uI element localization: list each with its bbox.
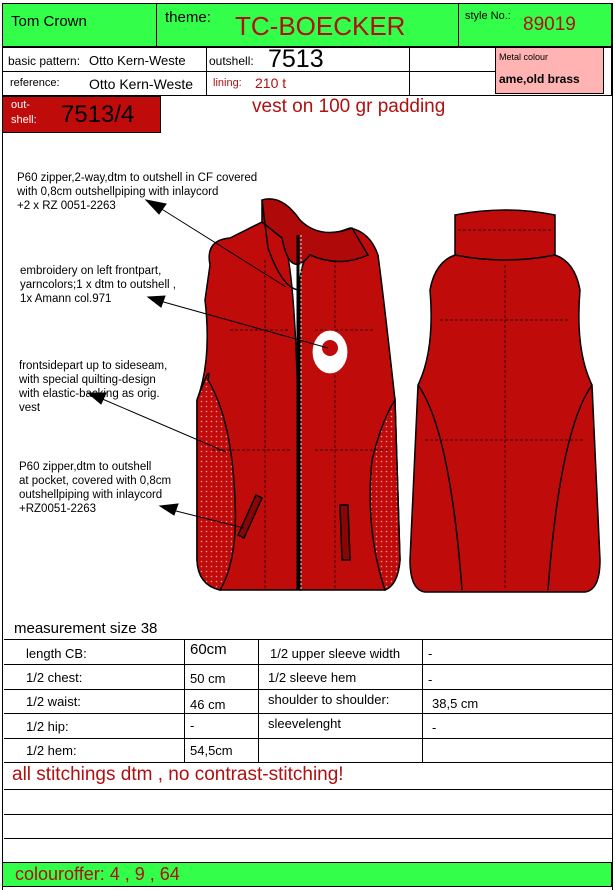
theme-value: TC-BOECKER [235, 11, 406, 41]
outshell2-label-2: shell: [11, 114, 37, 126]
outshell-value: 7513 [268, 45, 324, 73]
row-0-value: 60cm [190, 641, 227, 658]
outshell-label: outshell: [209, 54, 254, 68]
row-2-rvalue: 38,5 cm [432, 696, 479, 711]
note-pocket-zipper: P60 zipper,dtm to outshell at pocket, covered with 0,8cm outshellpiping with inlaycord +RZ0051-2263 [19, 461, 172, 515]
brand-name: Tom Crown [11, 13, 87, 30]
vest-back [410, 210, 600, 592]
row-2-label: 1/2 waist: [26, 694, 81, 709]
row-2-rlabel: shoulder to shoulder: [268, 692, 390, 707]
row-4-value: 54,5cm [190, 743, 233, 758]
theme-label: theme: [165, 9, 211, 26]
reference-label: reference: [10, 77, 60, 89]
row-1-rlabel: 1/2 sleeve hem [268, 670, 357, 685]
lining-label: lining: [213, 77, 242, 89]
vest-front [197, 199, 400, 590]
note-embroidery: embroidery on left frontpart, yarncolors;1 x dtm to outshell , 1x Amann col.971 [20, 265, 176, 305]
note-zipper-cf: P60 zipper,2-way,dtm to outshell in CF covered with 0,8cm outshellpiping with inlaycord +2 x RZ 0051-2263 [17, 172, 258, 212]
outshell2-value: 7513/4 [61, 101, 135, 128]
style-value: 89019 [523, 14, 576, 35]
row-0-rvalue: - [428, 646, 433, 661]
row-3-label: 1/2 hip: [26, 719, 69, 734]
metal-value: ame,old brass [499, 72, 580, 86]
outshell2-label-1: out- [11, 99, 30, 111]
stitching-note: all stitchings dtm , no contrast-stitching! [12, 764, 344, 785]
row-1-rvalue: - [428, 672, 433, 687]
note-frontsidepart: frontsidepart up to sideseam, with special quilting-design with elastic-backing as orig. vest [19, 360, 168, 414]
description: vest on 100 gr padding [252, 96, 446, 117]
lining-value: 210 t [255, 75, 287, 91]
basic-pattern-value: Otto Kern-Weste [89, 53, 186, 68]
reference-value: Otto Kern-Weste [89, 76, 194, 92]
row-2-value: 46 cm [190, 697, 226, 712]
row-0-label: length CB: [26, 646, 87, 661]
row-1-value: 50 cm [190, 671, 226, 686]
metal-label: Metal colour [499, 52, 549, 62]
measurement-title: measurement size 38 [14, 620, 158, 637]
row-1-label: 1/2 chest: [26, 670, 83, 685]
colouroffer: colouroffer: 4 , 9 , 64 [15, 864, 180, 884]
basic-pattern-label: basic pattern: [8, 54, 81, 68]
row-4-label: 1/2 hem: [26, 743, 77, 758]
style-label: style No.: [465, 10, 511, 22]
row-3-value: - [190, 718, 195, 733]
row-3-rvalue: - [432, 720, 437, 735]
colouroffer-bar [2, 862, 612, 887]
row-3-rlabel: sleevelenght [268, 716, 341, 731]
row-0-rlabel: 1/2 upper sleeve width [270, 646, 401, 661]
